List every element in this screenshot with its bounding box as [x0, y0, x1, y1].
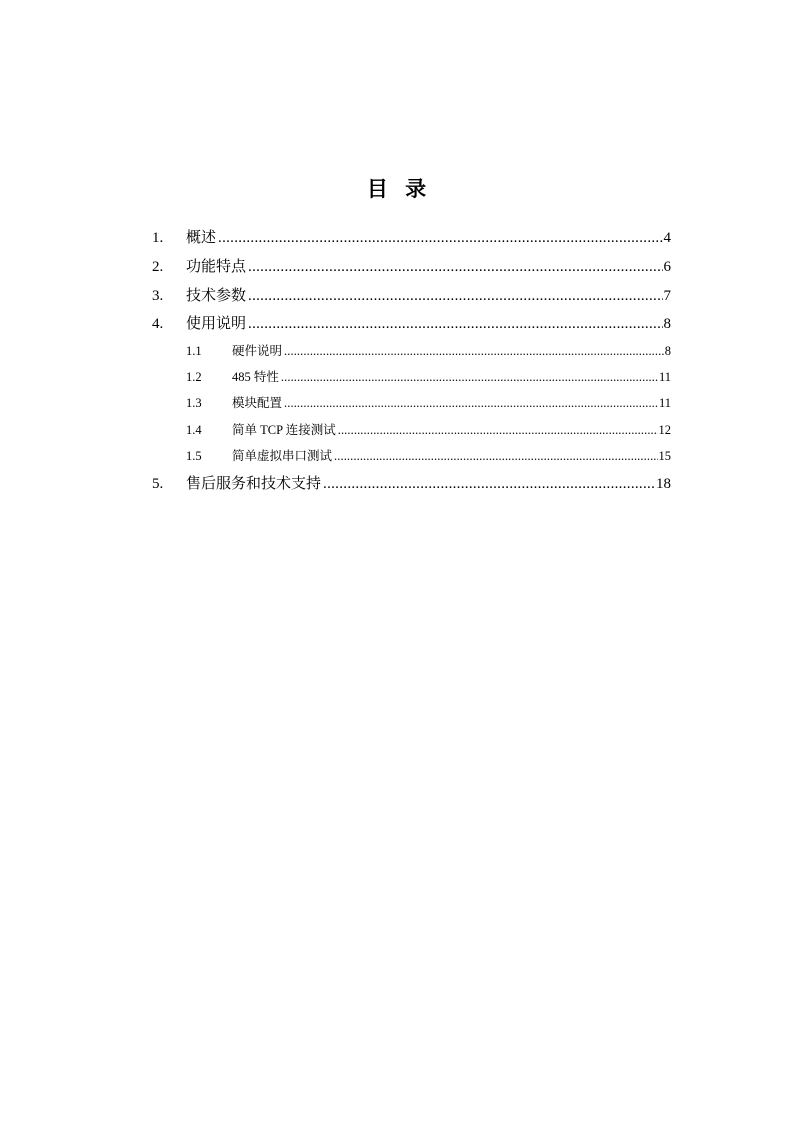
- toc-entry-number: 4.: [152, 316, 164, 332]
- toc-subentry[interactable]: [186, 394, 671, 412]
- toc-entry-page: 15: [658, 449, 671, 463]
- toc-entry-number: 3.: [152, 288, 164, 304]
- toc-entry-label: 硬件说明: [232, 344, 283, 358]
- toc-subentry[interactable]: [186, 368, 671, 386]
- toc-entry-page: 12: [658, 423, 671, 437]
- toc-dot-leader: [281, 371, 658, 384]
- toc-dot-leader: [334, 450, 657, 463]
- toc-dot-leader: [323, 477, 655, 492]
- toc-entry-page: 6: [663, 259, 671, 275]
- toc-dot-leader: [284, 345, 664, 358]
- toc-entry-number: 1.4: [186, 423, 202, 437]
- toc-entry-label: 售后服务和技术支持: [186, 476, 322, 492]
- toc-entry-page: 8: [664, 344, 671, 358]
- toc-entry[interactable]: [152, 257, 671, 277]
- toc-entry-number: 1.: [152, 230, 164, 246]
- toc-entry-number: 1.2: [186, 370, 202, 384]
- toc-entry-label: 功能特点: [186, 259, 247, 275]
- toc-entry-page: 7: [663, 288, 671, 304]
- toc-subentry[interactable]: [186, 421, 671, 439]
- toc-dot-leader: [248, 260, 662, 275]
- toc-entry[interactable]: [152, 474, 671, 494]
- toc-entry-number: 1.5: [186, 449, 202, 463]
- toc-dot-leader: [338, 424, 658, 437]
- toc-dot-leader: [248, 289, 662, 304]
- toc-entry-label: 简单 TCP 连接测试: [232, 423, 336, 437]
- toc-entry-page: 11: [658, 396, 671, 410]
- toc-entry-label: 模块配置: [232, 396, 283, 410]
- toc-entry-page: 18: [656, 476, 671, 492]
- toc-entry-number: 5.: [152, 476, 164, 492]
- toc-entry-number: 1.1: [186, 344, 202, 358]
- toc-entry-label: 概述: [186, 230, 217, 246]
- toc-entry[interactable]: [152, 286, 671, 306]
- toc-entry-label: 技术参数: [186, 288, 247, 304]
- toc-entry-page: 4: [663, 230, 671, 246]
- toc-entry-label: 简单虚拟串口测试: [232, 449, 333, 463]
- toc-subentry[interactable]: [186, 447, 671, 465]
- toc-dot-leader: [218, 231, 662, 246]
- toc-entry[interactable]: [152, 314, 671, 334]
- toc-entry-label: 485 特性: [232, 370, 279, 384]
- toc-entry[interactable]: [152, 228, 671, 248]
- toc-entry-number: 2.: [152, 259, 164, 275]
- toc-dot-leader: [248, 317, 662, 332]
- toc-entry-page: 11: [658, 370, 671, 384]
- toc-entry-number: 1.3: [186, 396, 202, 410]
- toc-title: 目 录: [366, 177, 427, 201]
- toc-entry-page: 8: [663, 316, 671, 332]
- toc-entry-label: 使用说明: [186, 316, 247, 332]
- toc-subentry[interactable]: [186, 342, 671, 360]
- toc-dot-leader: [284, 397, 658, 410]
